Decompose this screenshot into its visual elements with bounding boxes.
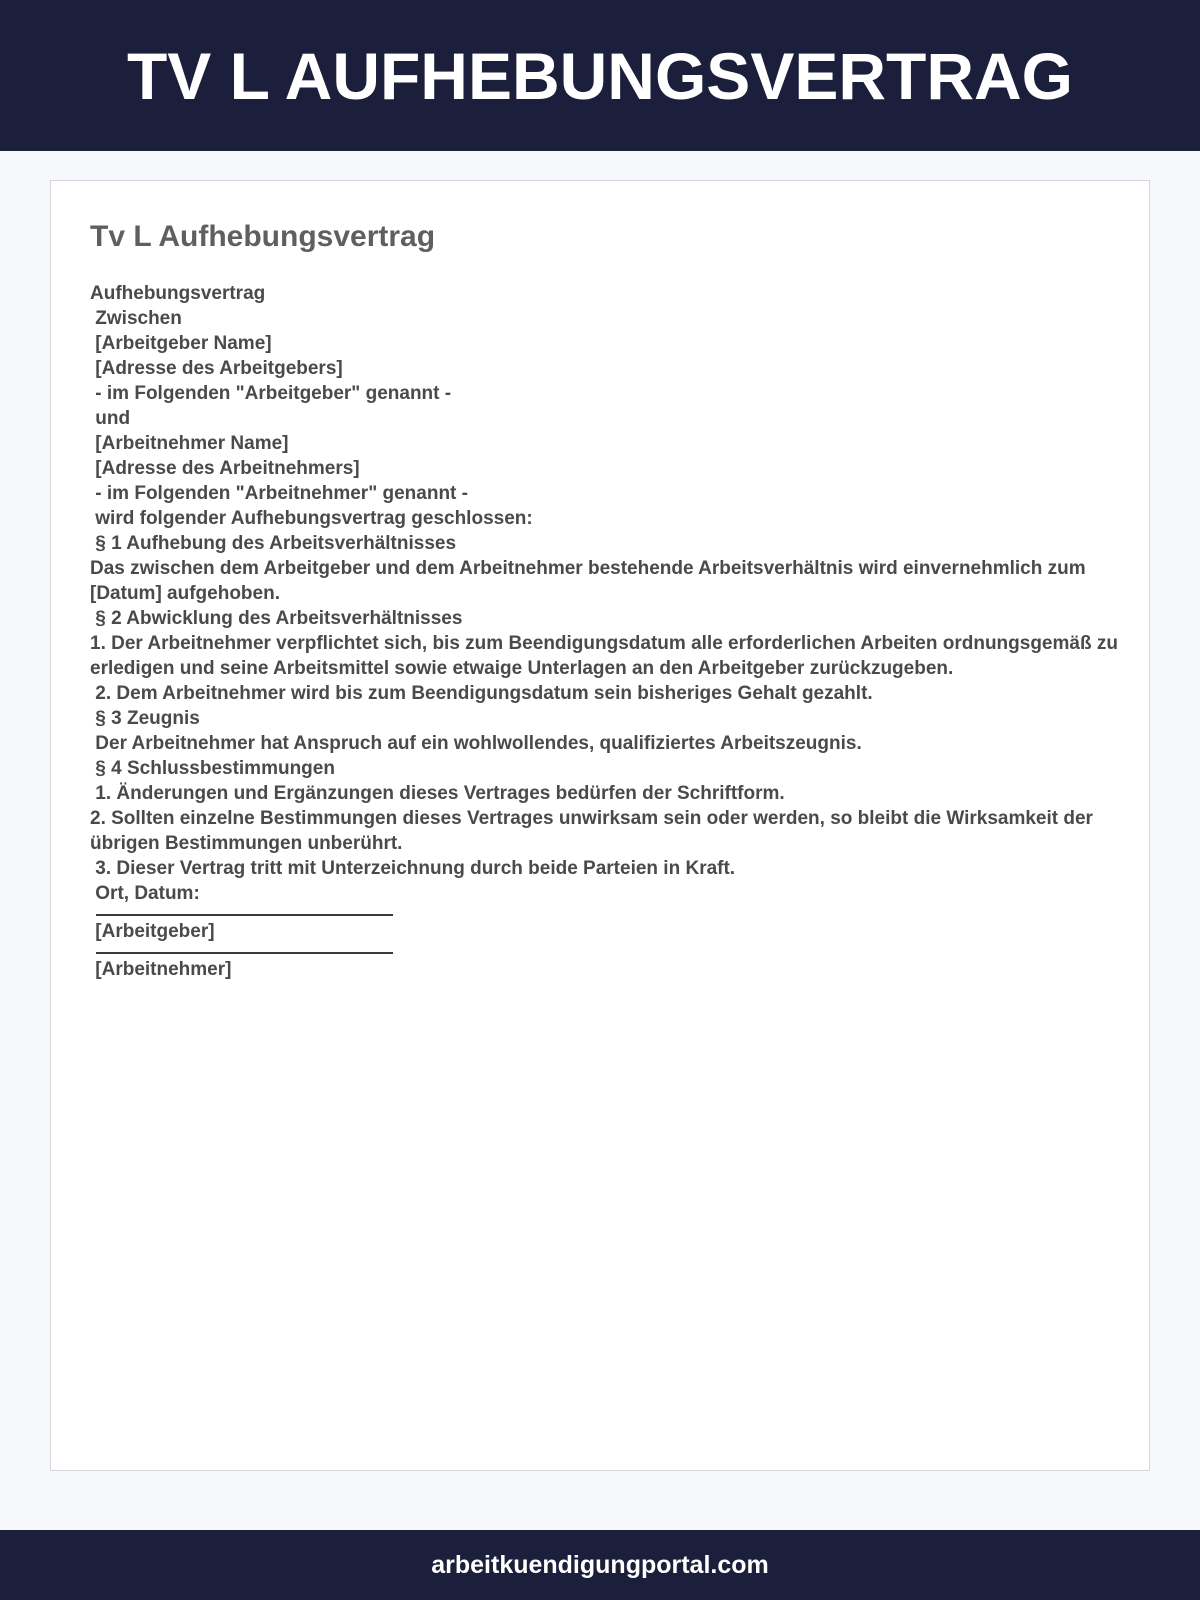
document-line: [Adresse des Arbeitgebers] xyxy=(90,358,343,379)
footer-banner xyxy=(0,1530,1200,1600)
document-paragraph: 1. Der Arbeitnehmer verpflichtet sich, bis zum Beendigungsdatum alle erforderlichen Arbeiten ordnungsgemäß zu erledigen und seine Arbeitsmittel sowie etwaige Unterlagen an den Arbeitgeber zurückzugeben. xyxy=(90,633,1124,679)
document-line: wird folgender Aufhebungsvertrag geschlossen: xyxy=(90,508,533,529)
section-heading: § 2 Abwicklung des Arbeitsverhältnisses xyxy=(90,608,463,629)
footer-site-name: arbeitkuendigungportal.com xyxy=(431,1550,769,1579)
signature-line-employer xyxy=(96,914,393,916)
top-banner xyxy=(0,0,1200,151)
section-heading: § 3 Zeugnis xyxy=(90,708,200,729)
document-line: [Arbeitgeber Name] xyxy=(90,333,272,354)
signature-label-employer: [Arbeitgeber] xyxy=(90,921,215,942)
document-paragraph: Das zwischen dem Arbeitgeber und dem Arbeitnehmer bestehende Arbeitsverhältnis wird einvernehmlich zum [Datum] aufgehoben. xyxy=(90,558,1091,604)
section-heading: § 1 Aufhebung des Arbeitsverhältnisses xyxy=(90,533,457,554)
banner-title: TV L AUFHEBUNGSVERTRAG xyxy=(126,38,1074,113)
document-line: - im Folgenden "Arbeitgeber" genannt - xyxy=(90,383,452,404)
document-card xyxy=(50,180,1150,1471)
signature-label-employee: [Arbeitnehmer] xyxy=(90,959,232,980)
document-body xyxy=(90,281,1124,982)
document-paragraph: 2. Sollten einzelne Bestimmungen dieses Vertrages unwirksam sein oder werden, so bleibt die Wirksamkeit der übrigen Bestimmungen unberührt. xyxy=(90,808,1099,854)
document-paragraph: 3. Dieser Vertrag tritt mit Unterzeichnung durch beide Parteien in Kraft. xyxy=(90,858,736,879)
section-heading: § 4 Schlussbestimmungen xyxy=(90,758,335,779)
document-paragraph: Der Arbeitnehmer hat Anspruch auf ein wohlwollendes, qualifiziertes Arbeitszeugnis. xyxy=(90,733,862,754)
document-line: Zwischen xyxy=(90,308,182,329)
document-title: Tv L Aufhebungsvertrag xyxy=(90,220,436,253)
place-date-label: Ort, Datum: xyxy=(90,883,200,904)
document-line: Aufhebungsvertrag xyxy=(90,283,266,304)
document-line: - im Folgenden "Arbeitnehmer" genannt - xyxy=(90,483,468,504)
signature-line-employee xyxy=(96,952,393,954)
document-line: [Adresse des Arbeitnehmers] xyxy=(90,458,360,479)
document-paragraph: 2. Dem Arbeitnehmer wird bis zum Beendigungsdatum sein bisheriges Gehalt gezahlt. xyxy=(90,683,873,704)
document-line: und xyxy=(90,408,131,429)
document-paragraph: 1. Änderungen und Ergänzungen dieses Vertrages bedürfen der Schriftform. xyxy=(90,783,785,804)
document-line: [Arbeitnehmer Name] xyxy=(90,433,289,454)
